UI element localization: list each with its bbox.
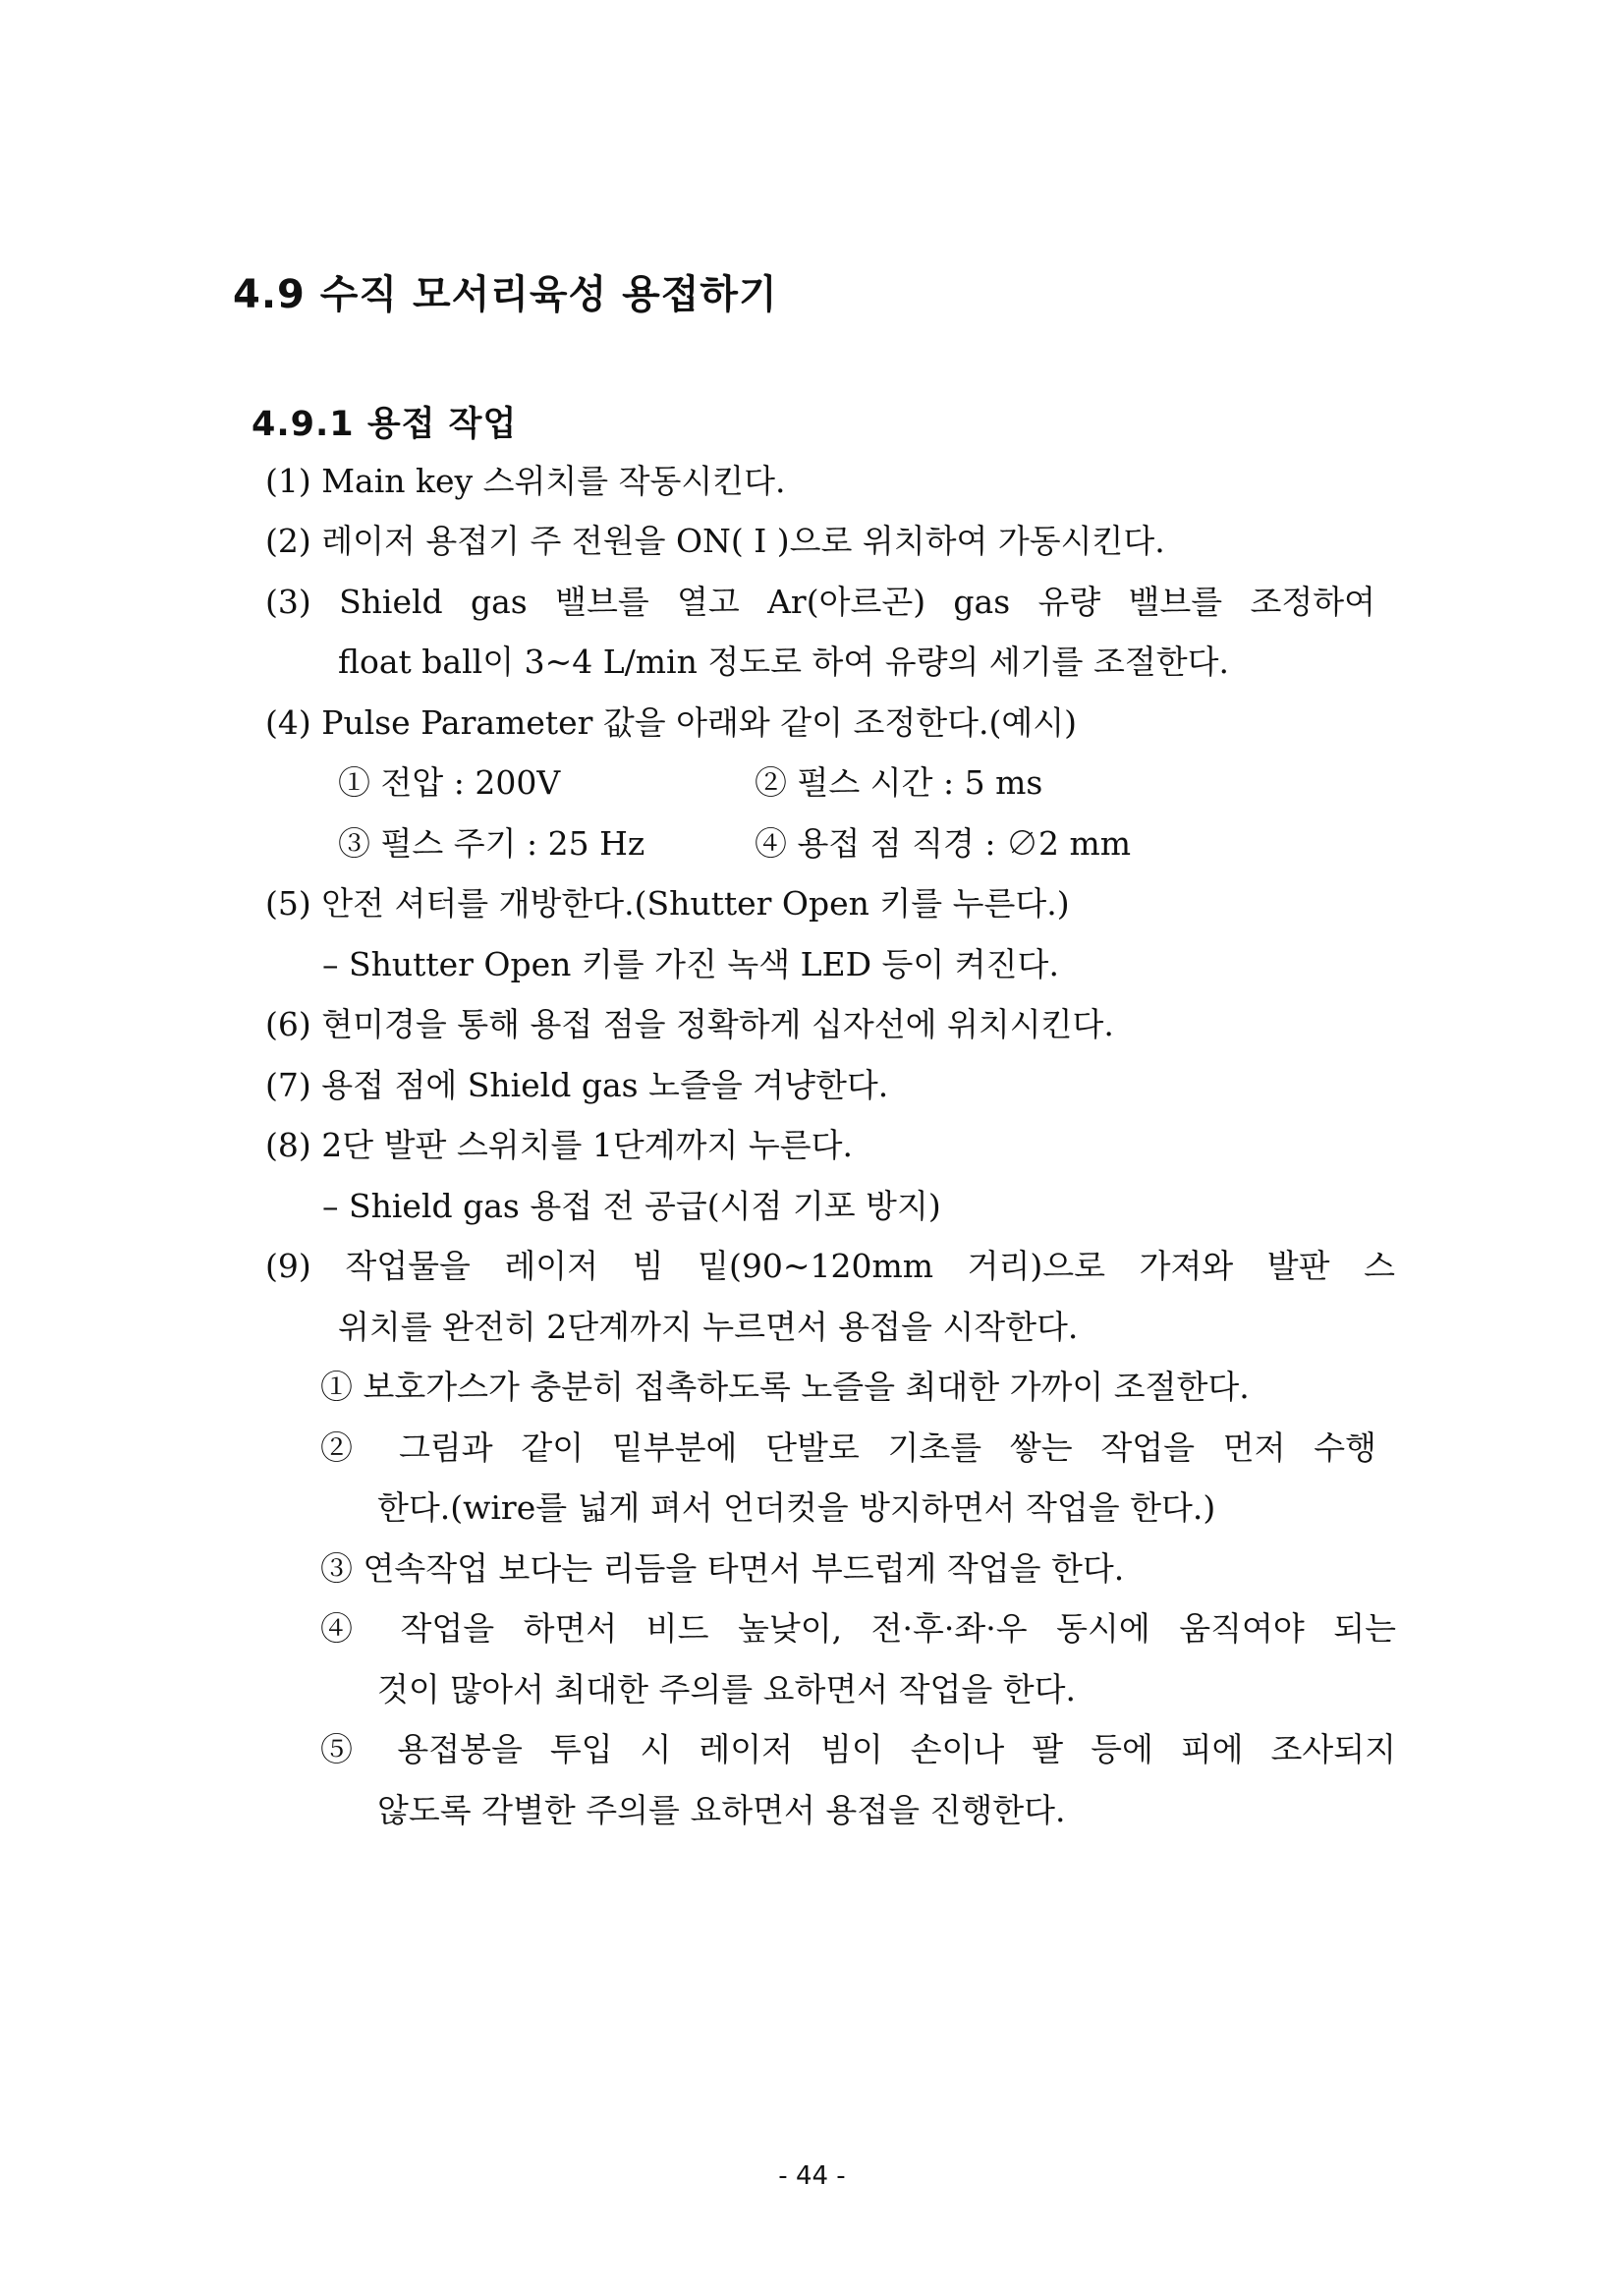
- step-7: (7) 용접 점에 Shield gas 노즐을 겨냥한다.: [265, 1066, 889, 1104]
- section-title: 4.9 수직 모서리육성 용접하기: [233, 272, 778, 317]
- step-9: (9) 작업물을 레이저 빔 밑(90~120mm 거리)으로 가져와 발판 스: [265, 1247, 1395, 1285]
- detail-4: ④ 작업을 하면서 비드 높낮이, 전·후·좌·우 동시에 움직여야 되는: [320, 1609, 1396, 1648]
- step-4: (4) Pulse Parameter 값을 아래와 같이 조정한다.(예시): [265, 703, 1078, 742]
- detail-5-continued: 않도록 각별한 주의를 요하면서 용접을 진행한다.: [377, 1791, 1066, 1829]
- detail-1: ① 보호가스가 충분히 접촉하도록 노즐을 최대한 가까이 조절한다.: [320, 1368, 1250, 1406]
- param-spot-diameter: ④ 용접 점 직경 : ∅2 mm: [755, 824, 1132, 863]
- detail-5: ⑤ 용접봉을 투입 시 레이저 빔이 손이나 팔 등에 피에 조사되지: [320, 1730, 1396, 1768]
- step-9-continued: 위치를 완전히 2단계까지 누르면서 용접을 시작한다.: [338, 1308, 1079, 1346]
- step-3-continued: float ball이 3~4 L/min 정도로 하여 유량의 세기를 조절한다.: [338, 643, 1229, 681]
- step-3: (3) Shield gas 밸브를 열고 Ar(아르곤) gas 유량 밸브를 조정하여: [265, 583, 1375, 621]
- step-8: (8) 2단 발판 스위치를 1단계까지 누른다.: [265, 1126, 853, 1164]
- detail-2-continued: 한다.(wire를 넓게 펴서 언더컷을 방지하면서 작업을 한다.): [377, 1488, 1216, 1527]
- detail-4-continued: 것이 많아서 최대한 주의를 요하면서 작업을 한다.: [377, 1670, 1076, 1708]
- page-number: - 44 -: [778, 2161, 846, 2191]
- step-5-note: – Shutter Open 키를 가진 녹색 LED 등이 켜진다.: [322, 945, 1059, 983]
- param-pulse-time: ② 펄스 시간 : 5 ms: [755, 763, 1043, 802]
- param-voltage: ① 전압 : 200V: [338, 763, 561, 802]
- step-2: (2) 레이저 용접기 주 전원을 ON( I )으로 위치하여 가동시킨다.: [265, 522, 1165, 560]
- step-1: (1) Main key 스위치를 작동시킨다.: [265, 462, 786, 500]
- step-8-note: – Shield gas 용접 전 공급(시점 기포 방지): [322, 1187, 941, 1225]
- subsection-title: 4.9.1 용접 작업: [252, 405, 518, 444]
- param-pulse-period: ③ 펄스 주기 : 25 Hz: [338, 824, 645, 863]
- detail-2: ② 그림과 같이 밑부분에 단발로 기초를 쌓는 작업을 먼저 수행: [320, 1428, 1376, 1467]
- detail-3: ③ 연속작업 보다는 리듬을 타면서 부드럽게 작업을 한다.: [320, 1549, 1125, 1588]
- step-5: (5) 안전 셔터를 개방한다.(Shutter Open 키를 누른다.): [265, 884, 1070, 923]
- step-6: (6) 현미경을 통해 용접 점을 정확하게 십자선에 위치시킨다.: [265, 1005, 1114, 1043]
